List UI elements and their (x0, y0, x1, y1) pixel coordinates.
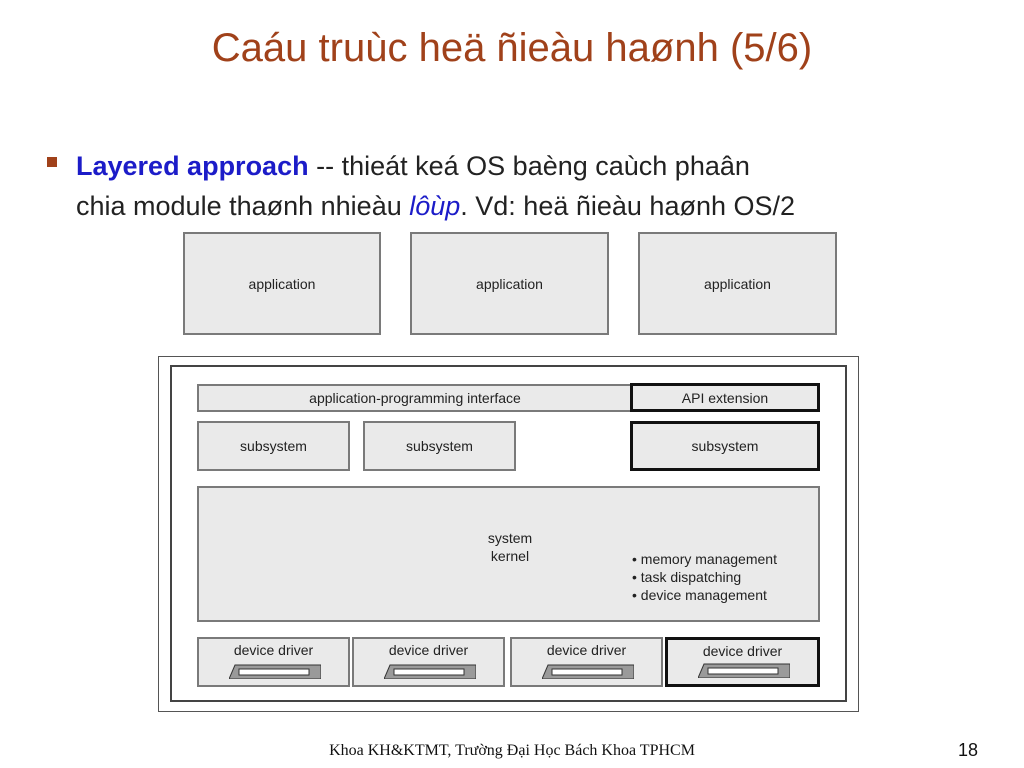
application-box (183, 232, 381, 335)
application-box (410, 232, 609, 335)
subsystem-box (197, 421, 350, 471)
device-driver-box (352, 637, 505, 687)
api-label: application-programming interface (309, 390, 521, 406)
device-driver-label: device driver (233, 642, 314, 658)
api-extension-box (630, 383, 820, 412)
bullet-line-1 (76, 146, 1016, 186)
device-driver-box (510, 637, 663, 687)
application-label: application (248, 275, 316, 292)
device-slot-icon (229, 663, 321, 679)
device-driver-label: device driver (388, 642, 469, 658)
page-number: 18 (958, 740, 979, 760)
slide-title: Caáu truùc heä ñieàu haønh (5/6) (211, 26, 813, 70)
kernel-feature-list (632, 550, 777, 604)
device-driver-label: device driver (546, 642, 627, 658)
application-label: application (704, 275, 771, 292)
bullet-square-icon (47, 157, 57, 167)
bullet-italic-term: lôùp (409, 191, 461, 221)
bullet-line-2 (76, 186, 1016, 226)
bullet-text (76, 146, 1016, 226)
bullet-line1-rest: -- thieát keá OS baèng caùch phaân (308, 151, 750, 181)
kernel-label-line-1: system (487, 530, 533, 546)
slide-footer: Khoa KH&KTMT, Trường Đại Học Bách Khoa TPHCM (329, 742, 695, 759)
bullet-bold-term: Layered approach (76, 151, 309, 181)
subsystem-label: subsystem (406, 438, 473, 454)
subsystem-box (630, 421, 820, 471)
bullet-line2-start: chia module thaønh nhieàu (76, 191, 410, 221)
api-box (197, 384, 633, 412)
device-slot-icon (542, 663, 634, 679)
api-extension-label: API extension (681, 389, 769, 406)
subsystem-box (363, 421, 516, 471)
kernel-feature-item: • memory management (632, 550, 777, 568)
kernel-label-line-2: kernel (490, 548, 530, 564)
application-box (638, 232, 837, 335)
device-driver-box (197, 637, 350, 687)
device-driver-label: device driver (702, 643, 783, 659)
system-kernel-label (470, 529, 550, 565)
application-label: application (476, 275, 543, 292)
device-slot-icon (698, 662, 790, 678)
device-slot-icon (384, 663, 476, 679)
subsystem-label: subsystem (240, 438, 307, 454)
kernel-feature-item: • device management (632, 586, 777, 604)
bullet-line2-end: . Vd: heä ñieàu haønh OS/2 (460, 191, 796, 221)
device-driver-box (665, 637, 820, 687)
subsystem-label: subsystem (691, 438, 759, 454)
kernel-feature-item: • task dispatching (632, 568, 777, 586)
